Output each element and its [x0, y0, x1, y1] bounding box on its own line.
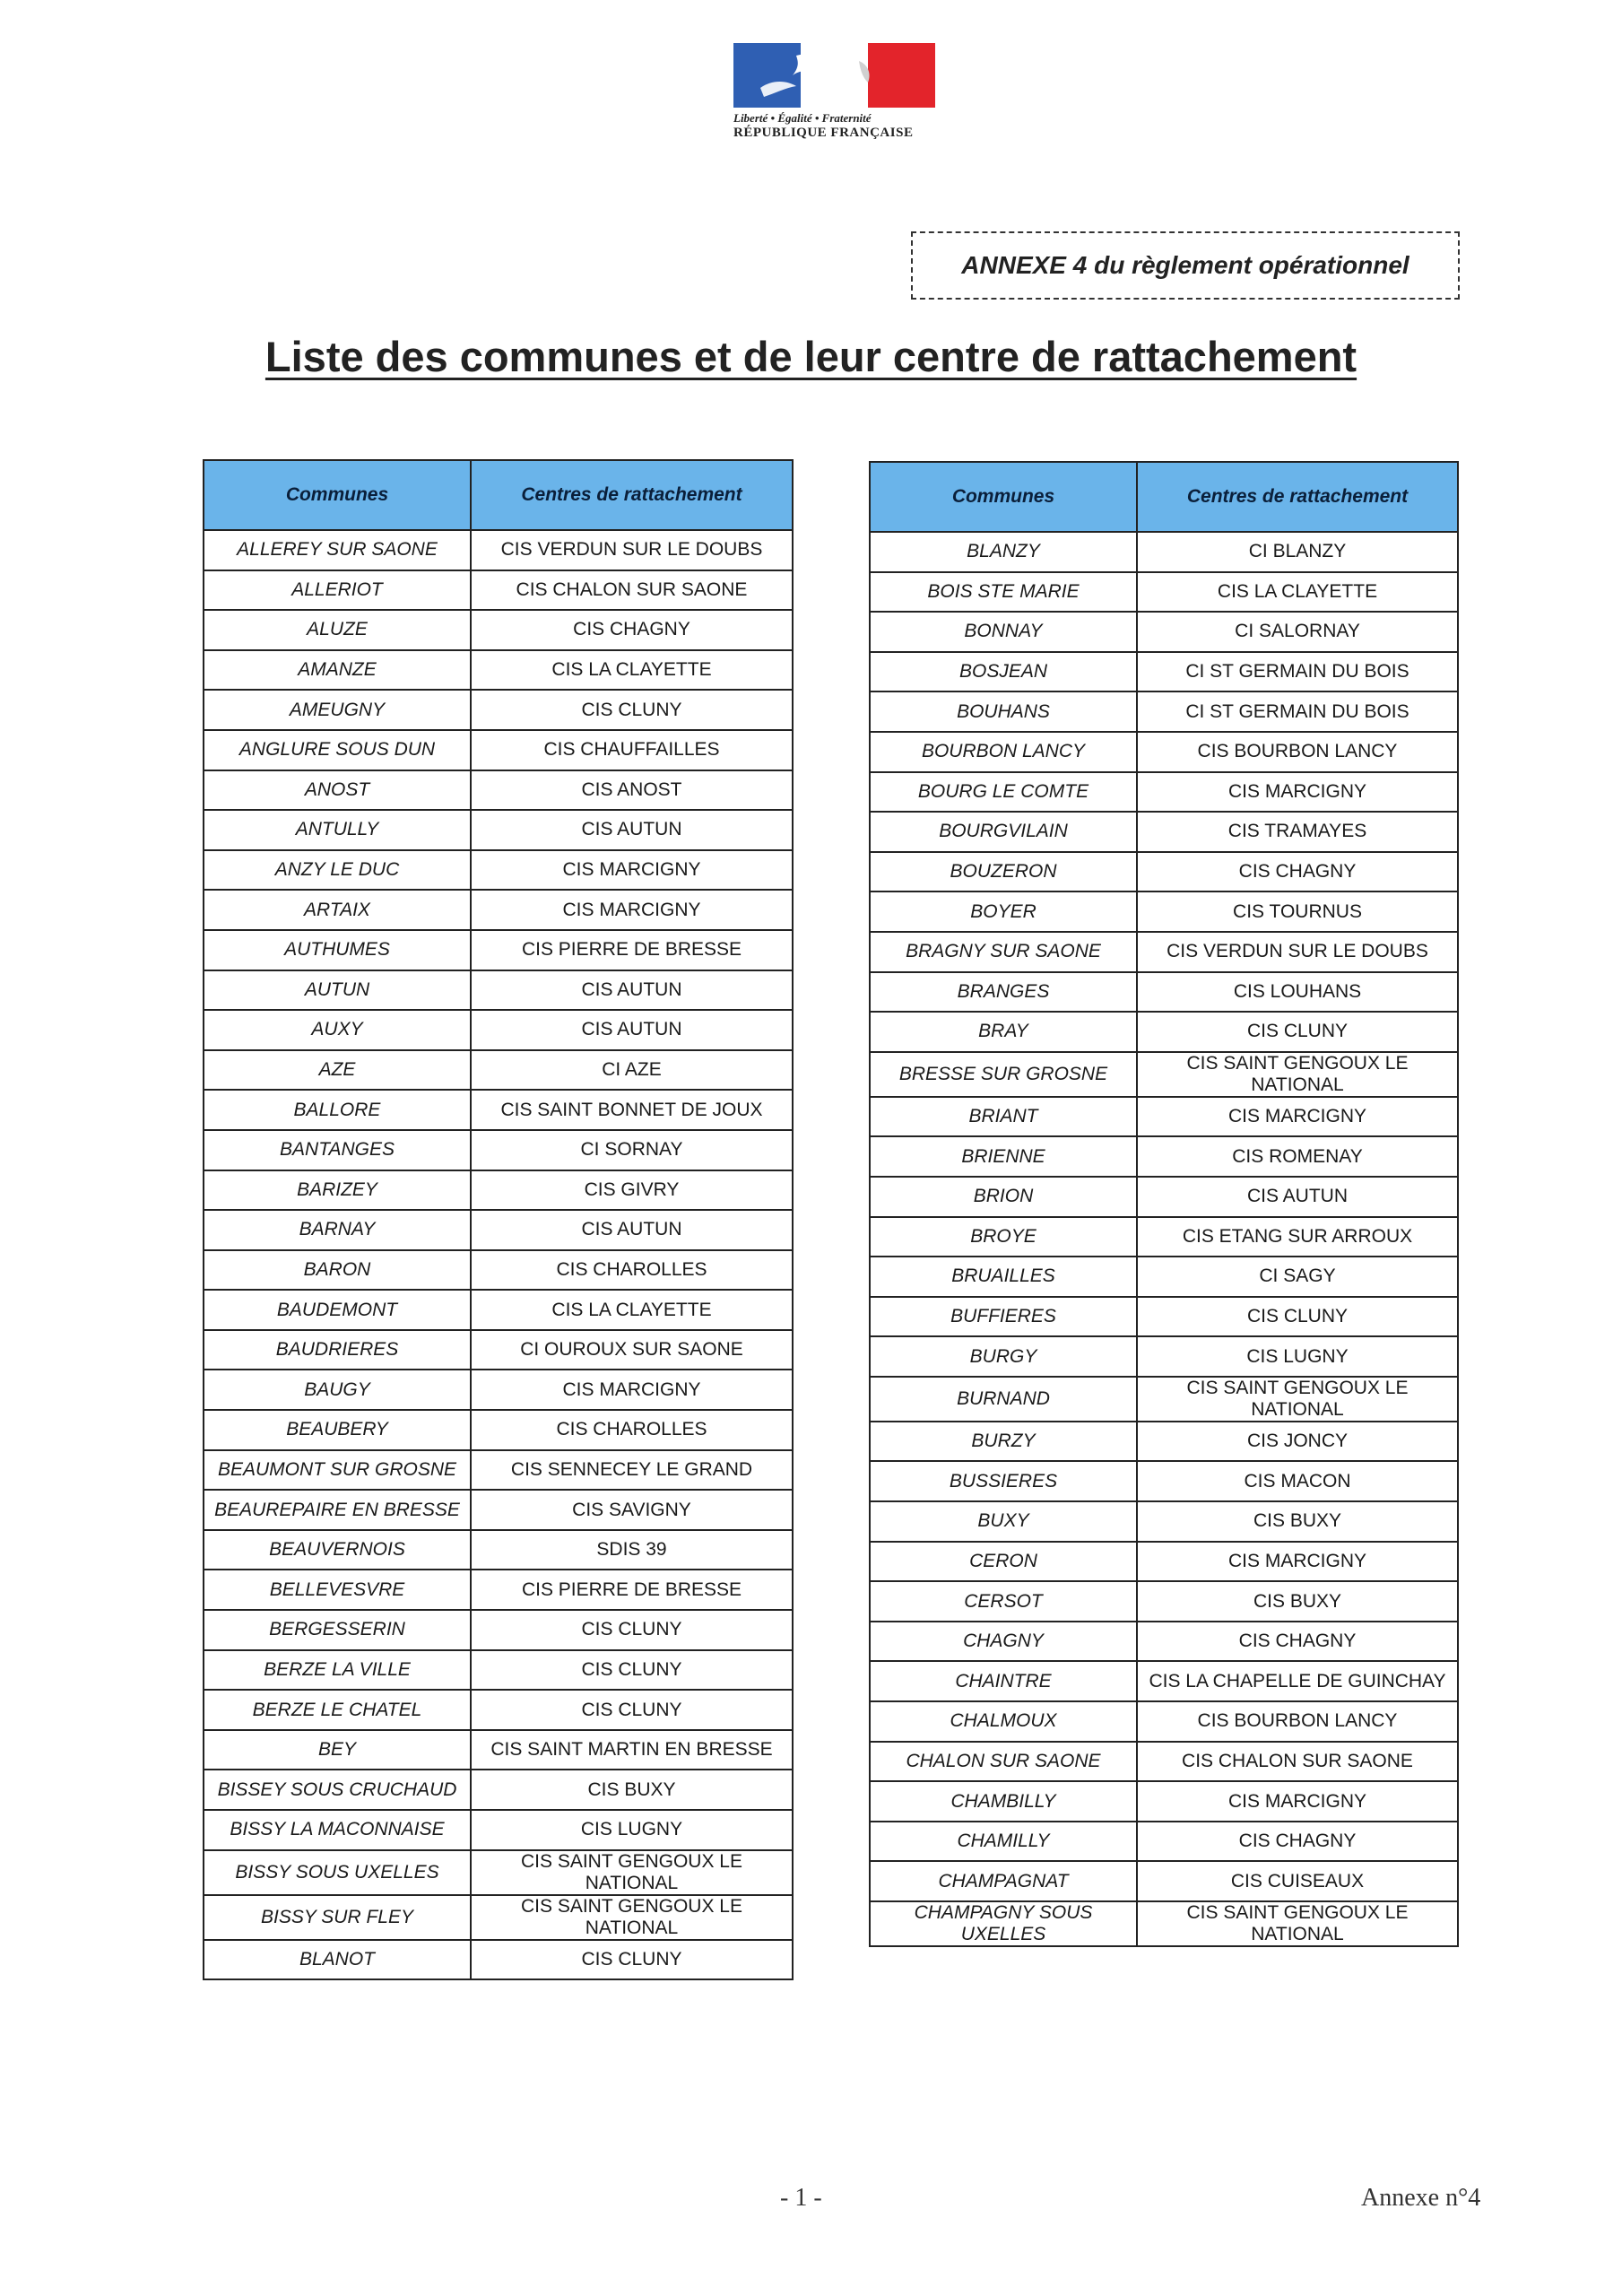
table-row [870, 652, 1458, 692]
centre-cell: CI SAGY [1137, 1257, 1458, 1297]
centre-cell: CIS CLUNY [471, 1650, 793, 1691]
centre-cell: CIS TRAMAYES [1137, 812, 1458, 852]
table-row [870, 891, 1458, 932]
commune-cell: CHAGNY [870, 1622, 1137, 1662]
table-row [870, 972, 1458, 1013]
motto: Liberté • Égalité • Fraternité [733, 111, 872, 125]
table-row [204, 1130, 793, 1170]
table-row [870, 1257, 1458, 1297]
commune-cell: BURNAND [870, 1377, 1137, 1422]
annex-label: ANNEXE 4 du règlement opérationnel [961, 251, 1409, 279]
commune-cell: ALLERIOT [204, 570, 471, 611]
centre-cell: CIS CUISEAUX [1137, 1861, 1458, 1901]
table-row [870, 1661, 1458, 1701]
table-row [204, 1450, 793, 1491]
centre-cell: CIS CLUNY [471, 1940, 793, 1980]
commune-cell: BERZE LA VILLE [204, 1650, 471, 1691]
table-row [204, 1730, 793, 1770]
centre-cell: CIS CLUNY [471, 1690, 793, 1730]
republique-francaise-label: RÉPUBLIQUE FRANÇAISE [733, 126, 914, 140]
commune-cell: CHALON SUR SAONE [870, 1742, 1137, 1782]
commune-cell: BISSY SUR FLEY [204, 1895, 471, 1940]
table-row [870, 1377, 1458, 1422]
commune-cell: BRAGNY SUR SAONE [870, 932, 1137, 972]
commune-cell: BOYER [870, 891, 1137, 932]
table-row [870, 532, 1458, 572]
centre-cell: CIS AUTUN [471, 810, 793, 850]
commune-cell: BERZE LE CHATEL [204, 1690, 471, 1730]
centre-cell: CIS MARCIGNY [471, 1370, 793, 1410]
commune-cell: BAUDRIERES [204, 1330, 471, 1370]
table-row [204, 890, 793, 930]
commune-cell: ALLEREY SUR SAONE [204, 530, 471, 570]
centre-cell: CIS BUXY [471, 1770, 793, 1810]
commune-cell: BOUZERON [870, 852, 1137, 892]
centre-cell: CIS PIERRE DE BRESSE [471, 1570, 793, 1610]
commune-cell: BOURGVILAIN [870, 812, 1137, 852]
table-row [204, 850, 793, 891]
commune-cell: BARON [204, 1250, 471, 1291]
centre-cell: CIS ROMENAY [1137, 1136, 1458, 1177]
commune-cell: BLANZY [870, 532, 1137, 572]
centre-cell: CIS CHAGNY [471, 610, 793, 650]
centre-cell: CIS CHAGNY [1137, 852, 1458, 892]
table-row [204, 1850, 793, 1895]
annex-label-box [911, 231, 1460, 300]
commune-cell: BELLEVESVRE [204, 1570, 471, 1610]
commune-cell: ANTULLY [204, 810, 471, 850]
centre-cell: CIS GIVRY [471, 1170, 793, 1211]
communes-table-left [203, 459, 794, 1980]
centre-cell: CIS ETANG SUR ARROUX [1137, 1217, 1458, 1257]
table-row [204, 970, 793, 1011]
commune-cell: BISSEY SOUS CRUCHAUD [204, 1770, 471, 1810]
table-row [870, 1136, 1458, 1177]
centre-cell: CIS MARCIGNY [1137, 772, 1458, 813]
table-row [204, 570, 793, 611]
commune-cell: BAUDEMONT [204, 1290, 471, 1330]
centre-cell: CIS LOUHANS [1137, 972, 1458, 1013]
commune-cell: BEY [204, 1730, 471, 1770]
commune-cell: BRANGES [870, 972, 1137, 1013]
annex-number: Annexe n°4 [1361, 2184, 1481, 2212]
table-row [204, 1210, 793, 1250]
centre-cell: CIS SAINT GENGOUX LE NATIONAL [1137, 1052, 1458, 1097]
table-row [204, 1330, 793, 1370]
commune-cell: BISSY LA MACONNAISE [204, 1810, 471, 1850]
commune-cell: CHAINTRE [870, 1661, 1137, 1701]
table-row [870, 572, 1458, 613]
table-row [204, 1010, 793, 1050]
commune-cell: CHAMILLY [870, 1822, 1137, 1862]
centre-cell: CI ST GERMAIN DU BOIS [1137, 691, 1458, 732]
commune-cell: AUTHUMES [204, 930, 471, 970]
centre-cell: CIS LA CLAYETTE [471, 1290, 793, 1330]
centre-cell: CIS SAINT GENGOUX LE NATIONAL [1137, 1901, 1458, 1946]
centre-cell: CIS AUTUN [471, 1210, 793, 1250]
commune-cell: BANTANGES [204, 1130, 471, 1170]
table-row [870, 1701, 1458, 1742]
table-row [870, 1622, 1458, 1662]
table-row [204, 650, 793, 691]
table-row [870, 812, 1458, 852]
table-row [204, 1050, 793, 1091]
table-row [870, 1336, 1458, 1377]
commune-cell: BRUAILLES [870, 1257, 1137, 1297]
commune-cell: BISSY SOUS UXELLES [204, 1850, 471, 1895]
commune-cell: BAUGY [204, 1370, 471, 1410]
commune-cell: BERGESSERIN [204, 1610, 471, 1650]
centre-cell: CI ST GERMAIN DU BOIS [1137, 652, 1458, 692]
centre-cell: CIS MARCIGNY [1137, 1097, 1458, 1137]
centre-cell: CIS BUXY [1137, 1501, 1458, 1542]
centre-cell: CIS LUGNY [471, 1810, 793, 1850]
table-row [870, 932, 1458, 972]
commune-cell: CHALMOUX [870, 1701, 1137, 1742]
table-row [204, 1770, 793, 1810]
commune-cell: ANOST [204, 770, 471, 811]
table-row [870, 1461, 1458, 1501]
centre-cell: CIS CHAGNY [1137, 1822, 1458, 1862]
centre-cell: CIS CHAROLLES [471, 1410, 793, 1450]
commune-cell: BEAUVERNOIS [204, 1530, 471, 1570]
commune-cell: ANZY LE DUC [204, 850, 471, 891]
commune-cell: CHAMPAGNY SOUS UXELLES [870, 1901, 1137, 1946]
commune-cell: AMANZE [204, 650, 471, 691]
commune-cell: ALUZE [204, 610, 471, 650]
centre-cell: CI AZE [471, 1050, 793, 1091]
table-row [204, 1895, 793, 1940]
table-row [870, 1052, 1458, 1097]
table-row [204, 610, 793, 650]
commune-cell: BALLORE [204, 1090, 471, 1130]
centre-cell: CIS LUGNY [1137, 1336, 1458, 1377]
table-row [870, 772, 1458, 813]
table-row [204, 1570, 793, 1610]
table-row [870, 1542, 1458, 1582]
table-row [870, 1501, 1458, 1542]
centre-cell: CIS BOURBON LANCY [1137, 732, 1458, 772]
commune-cell: BARNAY [204, 1210, 471, 1250]
commune-cell: CERON [870, 1542, 1137, 1582]
table-row [204, 1410, 793, 1450]
column-header-communes: Communes [204, 460, 471, 530]
centre-cell: CIS VERDUN SUR LE DOUBS [471, 530, 793, 570]
table-row [870, 732, 1458, 772]
commune-cell: AMEUGNY [204, 690, 471, 730]
table-row [870, 691, 1458, 732]
table-row [870, 1861, 1458, 1901]
commune-cell: BUXY [870, 1501, 1137, 1542]
commune-cell: BOIS STE MARIE [870, 572, 1137, 613]
table-row [204, 1650, 793, 1691]
centre-cell: CIS SAVIGNY [471, 1490, 793, 1530]
centre-cell: CIS CHAROLLES [471, 1250, 793, 1291]
centre-cell: CIS VERDUN SUR LE DOUBS [1137, 932, 1458, 972]
centre-cell: CIS CHALON SUR SAONE [471, 570, 793, 611]
table-row [870, 1822, 1458, 1862]
page-title [0, 332, 1622, 381]
commune-cell: BUSSIERES [870, 1461, 1137, 1501]
table-row [870, 1742, 1458, 1782]
commune-cell: BEAUMONT SUR GROSNE [204, 1450, 471, 1491]
centre-cell: CIS CHAGNY [1137, 1622, 1458, 1662]
centre-cell: CIS MARCIGNY [471, 890, 793, 930]
centre-cell: CIS MARCIGNY [471, 850, 793, 891]
commune-cell: BRION [870, 1177, 1137, 1217]
commune-cell: BOURBON LANCY [870, 732, 1137, 772]
centre-cell: CI OUROUX SUR SAONE [471, 1330, 793, 1370]
commune-cell: AUXY [204, 1010, 471, 1050]
centre-cell: CIS JONCY [1137, 1422, 1458, 1462]
table-row [204, 1170, 793, 1211]
marianne-flag-icon [733, 43, 935, 108]
table-row [870, 1581, 1458, 1622]
table-row [870, 1901, 1458, 1946]
commune-cell: BONNAY [870, 612, 1137, 652]
table-row [204, 1490, 793, 1530]
table-row [204, 1290, 793, 1330]
centre-cell: CIS BOURBON LANCY [1137, 1701, 1458, 1742]
commune-cell: BRESSE SUR GROSNE [870, 1052, 1137, 1097]
commune-cell: BRIANT [870, 1097, 1137, 1137]
centre-cell: CIS MARCIGNY [1137, 1542, 1458, 1582]
table-row [870, 612, 1458, 652]
centre-cell: SDIS 39 [471, 1530, 793, 1570]
commune-cell: BURGY [870, 1336, 1137, 1377]
commune-cell: BUFFIERES [870, 1297, 1137, 1337]
table-row [870, 1012, 1458, 1052]
centre-cell: CIS AUTUN [471, 1010, 793, 1050]
commune-cell: BEAUBERY [204, 1410, 471, 1450]
centre-cell: CIS PIERRE DE BRESSE [471, 930, 793, 970]
centre-cell: CI SORNAY [471, 1130, 793, 1170]
table-row [870, 1097, 1458, 1137]
table-row [204, 1940, 793, 1980]
commune-cell: BRIENNE [870, 1136, 1137, 1177]
table-row [204, 1370, 793, 1410]
table-row [870, 1177, 1458, 1217]
column-header-communes: Communes [870, 462, 1137, 532]
centre-cell: CIS SAINT GENGOUX LE NATIONAL [1137, 1377, 1458, 1422]
communes-table-right [869, 461, 1459, 1947]
commune-cell: CERSOT [870, 1581, 1137, 1622]
table-row [870, 1217, 1458, 1257]
table-row [204, 690, 793, 730]
page-title-text: Liste des communes et de leur centre de rattachement [265, 333, 1357, 380]
commune-cell: BEAUREPAIRE EN BRESSE [204, 1490, 471, 1530]
centre-cell: CI BLANZY [1137, 532, 1458, 572]
centre-cell: CIS LA CLAYETTE [1137, 572, 1458, 613]
centre-cell: CIS SENNECEY LE GRAND [471, 1450, 793, 1491]
commune-cell: BOUHANS [870, 691, 1137, 732]
commune-cell: CHAMBILLY [870, 1781, 1137, 1822]
page-number: - 1 - [780, 2184, 822, 2212]
centre-cell: CIS MARCIGNY [1137, 1781, 1458, 1822]
centre-cell: CIS AUTUN [1137, 1177, 1458, 1217]
centre-cell: CIS AUTUN [471, 970, 793, 1011]
table-row [204, 530, 793, 570]
centre-cell: CIS SAINT GENGOUX LE NATIONAL [471, 1850, 793, 1895]
commune-cell: BURZY [870, 1422, 1137, 1462]
centre-cell: CIS SAINT BONNET DE JOUX [471, 1090, 793, 1130]
table-row [204, 1810, 793, 1850]
commune-cell: CHAMPAGNAT [870, 1861, 1137, 1901]
centre-cell: CI SALORNAY [1137, 612, 1458, 652]
table-row [870, 1781, 1458, 1822]
centre-cell: CIS LA CLAYETTE [471, 650, 793, 691]
commune-cell: BARIZEY [204, 1170, 471, 1211]
column-header-centres: Centres de rattachement [471, 460, 793, 530]
centre-cell: CIS ANOST [471, 770, 793, 811]
centre-cell: CIS CLUNY [471, 690, 793, 730]
centre-cell: CIS BUXY [1137, 1581, 1458, 1622]
centre-cell: CIS CLUNY [1137, 1297, 1458, 1337]
table-row [870, 852, 1458, 892]
column-header-centres: Centres de rattachement [1137, 462, 1458, 532]
table-row [204, 930, 793, 970]
centre-cell: CIS CLUNY [471, 1610, 793, 1650]
commune-cell: AZE [204, 1050, 471, 1091]
centre-cell: CIS CHALON SUR SAONE [1137, 1742, 1458, 1782]
centre-cell: CIS CLUNY [1137, 1012, 1458, 1052]
commune-cell: ANGLURE SOUS DUN [204, 730, 471, 770]
table-row [204, 1610, 793, 1650]
table-row [870, 1422, 1458, 1462]
commune-cell: BOURG LE COMTE [870, 772, 1137, 813]
table-row [870, 1297, 1458, 1337]
table-row [204, 810, 793, 850]
table-row [204, 1690, 793, 1730]
commune-cell: AUTUN [204, 970, 471, 1011]
centre-cell: CIS CHAUFFAILLES [471, 730, 793, 770]
table-row [204, 1250, 793, 1291]
centre-cell: CIS MACON [1137, 1461, 1458, 1501]
centre-cell: CIS TOURNUS [1137, 891, 1458, 932]
table-row [204, 770, 793, 811]
table-row [204, 1090, 793, 1130]
centre-cell: CIS LA CHAPELLE DE GUINCHAY [1137, 1661, 1458, 1701]
republique-logo [733, 43, 940, 141]
commune-cell: BRAY [870, 1012, 1137, 1052]
table-row [204, 1530, 793, 1570]
commune-cell: BOSJEAN [870, 652, 1137, 692]
commune-cell: BROYE [870, 1217, 1137, 1257]
commune-cell: ARTAIX [204, 890, 471, 930]
centre-cell: CIS SAINT MARTIN EN BRESSE [471, 1730, 793, 1770]
table-row [204, 730, 793, 770]
commune-cell: BLANOT [204, 1940, 471, 1980]
centre-cell: CIS SAINT GENGOUX LE NATIONAL [471, 1895, 793, 1940]
